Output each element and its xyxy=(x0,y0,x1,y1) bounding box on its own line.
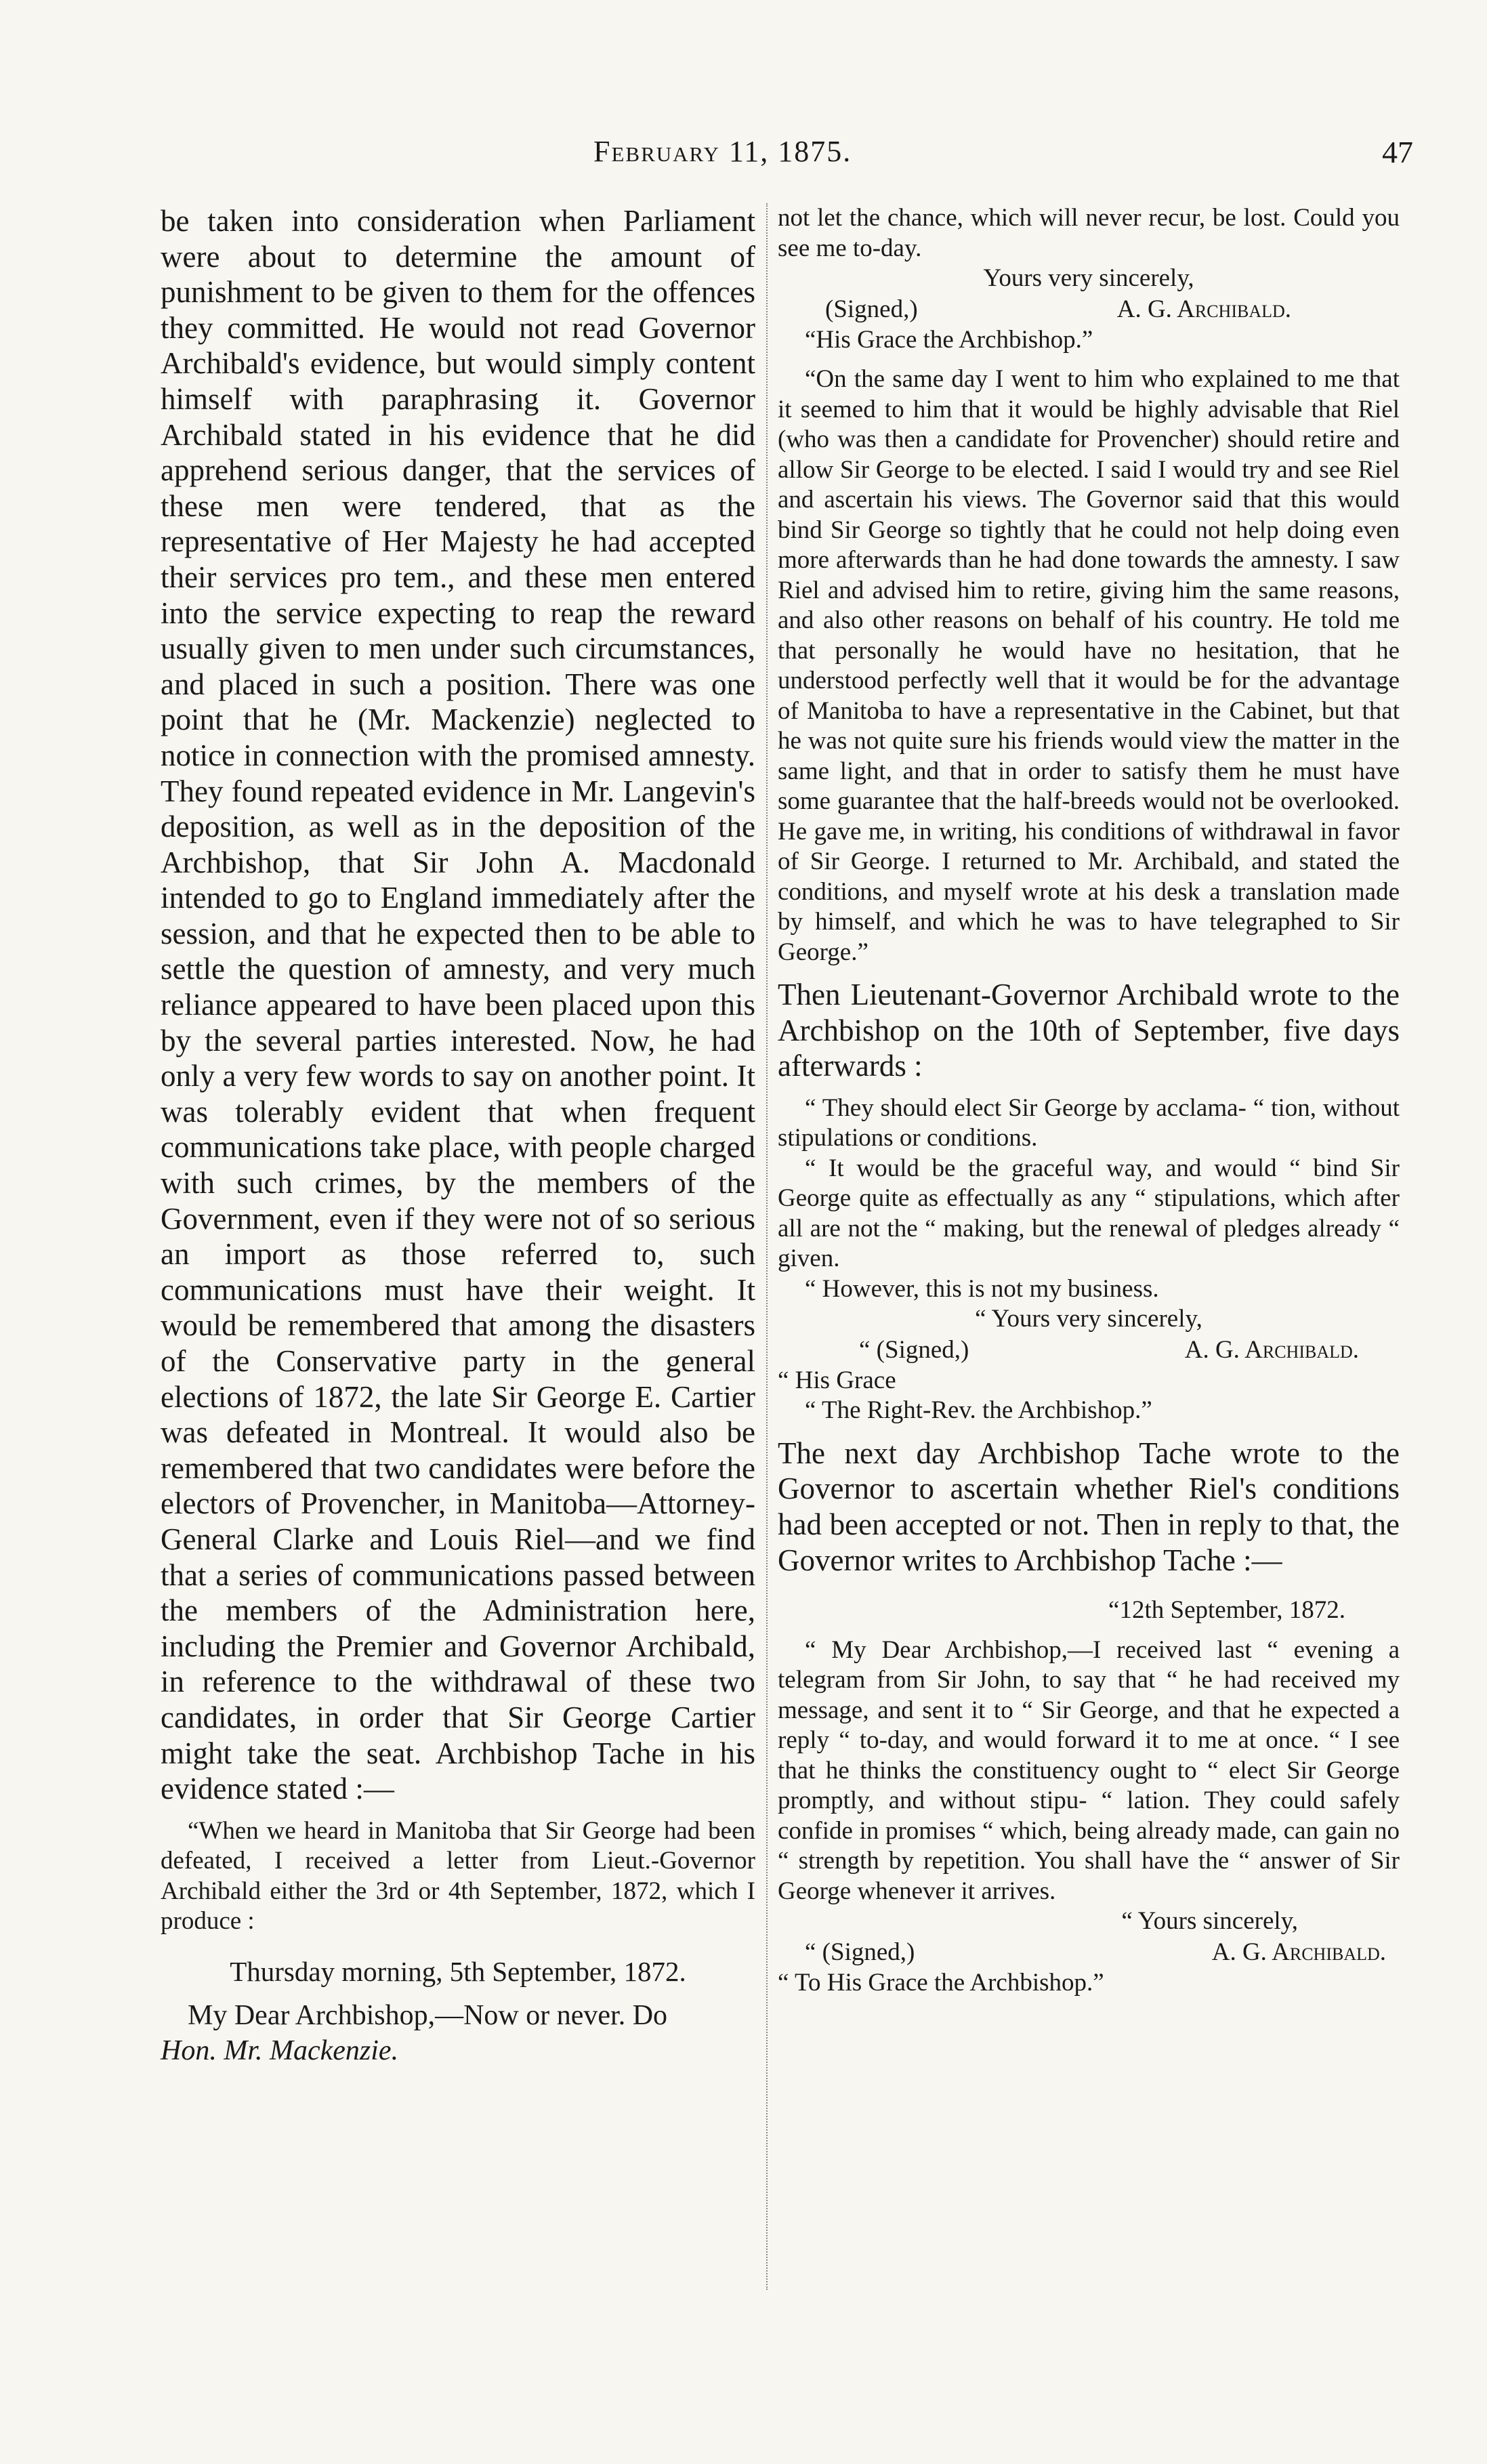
addressee-1: “His Grace the Archbishop.” xyxy=(805,325,1093,354)
left-quote-tache: “When we heard in Manitoba that Sir George had been defeated, I received a letter from Lieut.-Governor Archibald either the 3rd or 4th September, 1872, which I produce : xyxy=(161,1816,755,1936)
letter-date: Thursday morning, 5th September, 1872. xyxy=(230,1955,686,1987)
archibald-letter-line-1: “ They should elect Sir George by acclama- “ tion, without stipulations or conditions. xyxy=(778,1093,1400,1152)
page-number: 47 xyxy=(1382,135,1413,169)
letter-address: Hon. Mr. Mackenzie. xyxy=(161,2034,399,2066)
column-divider xyxy=(766,203,768,2290)
addressee-3: “ To His Grace the Archbishop.” xyxy=(778,1968,1104,1997)
signed-label-3: “ (Signed,) xyxy=(805,1938,915,1966)
archibald-letter-line-2: “ It would be the graceful way, and would “ bind Sir George quite as effectually as any “ stipulations, which after all are not the “ making, but the renewal of pledges already “ given. xyxy=(778,1154,1400,1273)
signature-row-1 xyxy=(778,294,1400,325)
page-header xyxy=(153,134,1413,182)
addressee-2b: “ The Right-Rev. the Archbishop.” xyxy=(805,1396,1152,1425)
signed-label-2: “ (Signed,) xyxy=(859,1335,969,1364)
signer-name-1: A. G. Archibald. xyxy=(1116,295,1291,323)
right-column xyxy=(778,203,1400,1998)
right-paragraph-3: The next day Archbishop Tache wrote to the Governor to ascertain whether Riel's conditions had been accepted or not. Then in reply to that, the Governor writes to Archbishop Tache :— xyxy=(778,1436,1400,1577)
letter-salutation: My Dear Archbishop,—Now or never. Do xyxy=(188,1999,668,2031)
signed-label-1: (Signed,) xyxy=(825,295,918,323)
closing-yours-3: “ Yours sincerely, xyxy=(1121,1907,1298,1936)
signature-row-3 xyxy=(778,1937,1400,1968)
letter-date-2: “12th September, 1872. xyxy=(1108,1596,1345,1625)
left-paragraph-1: be taken into consideration when Parliament were about to determine the amount of punishment to be given to them for the offences they committed. He would not read Governor Archibald's evidence, but would simply content himself with paraphrasing it. Governor Archibald stated in his evidence that he did apprehend serious danger, that the services of these men were tendered, that as the representative of Her Majesty he had accepted their services pro tem., and these men entered into the service expecting to reap the reward usually given to men under such circumstances, and placed in such a position. There was one point that he (Mr. Mackenzie) neglected to notice in connection with the promised amnesty. They found repeated evidence in Mr. Langevin's deposition, as well as in the deposition of the Archbishop, that Sir John A. Macdonald intended to go to England immediately after the session, and that he expected then to be able to settle the question of amnesty, and very much reliance appeared to have been placed upon this by the several parties interested. Now, he had only a very few words to say on another point. It was tolerably evident that when frequent communications take place, with people charged with such crimes, by the members of the Government, even if they were not of so serious an import as those referred to, such communications must have their weight. It would be remembered that among the disasters of the Conservative party in the general elections of 1872, the late Sir George E. Cartier was defeated in Montreal. It would also be remembered that two candidates were before the electors of Provencher, in Manitoba—Attorney-General Clarke and Louis Riel—and we find that a series of communications passed between the members of the Administration here, including the Premier and Governor Archibald, in reference to the withdrawal of these two candidates, in order that Sir George Cartier might take the seat. Archbishop Tache in his evidence stated :— xyxy=(161,204,755,1806)
addressee-2a: “ His Grace xyxy=(778,1366,896,1394)
closing-yours-2: “ Yours very sincerely, xyxy=(975,1305,1202,1333)
archibald-letter-line-3: “ However, this is not my business. xyxy=(805,1274,1159,1303)
closing-yours-1: Yours very sincerely, xyxy=(983,264,1194,292)
right-letter-continuation: not let the chance, which will never recur, be lost. Could you see me to-day. xyxy=(778,204,1400,262)
right-quote-tache-2: “On the same day I went to him who explained to me that it seemed to him that it would be highly advisable that Riel (who was then a candidate for Provencher) should retire and allow Sir George to be elected. I said I would try and see Riel and ascertain his views. The Governor said that this would bind Sir George so tightly that he could not help doing even more afterwards than he had done towards the amnesty. I saw Riel and advised him to retire, giving him the same reasons, and also other reasons on behalf of his country. He told me that personally he would have no hesitation, that he understood perfectly well that it would be for the advantage of Manitoba to have a representative in the Cabinet, but that he was not quite sure his friends would view the matter in the same light, and that in order to satisfy them he must have some guarantee that the half-breeds would not be overlooked. He gave me, in writing, his conditions of withdrawal in favor of Sir George. I returned to Mr. Archibald, and stated the conditions, and myself wrote at his desk a translation made by himself, and which he was to have telegraphed to Sir George.” xyxy=(778,365,1400,966)
running-title: February 11, 1875. xyxy=(593,135,852,168)
signer-name-2: A. G. Archibald. xyxy=(1184,1335,1359,1364)
archibald-letter-2: “ My Dear Archbishop,—I received last “ evening a telegram from Sir John, to say that “ he had received my message, and sent it to “ Sir George, and that he expected a reply “ to-day, and would forward it to me at once. “ I see that he thinks the constituency ought to “ elect Sir George promptly, and without stipu- “ lation. They could safely confide in promises “ which, being already made, can gain no “ strength by repetition. You shall have the “ answer of Sir George whenever it arrives. xyxy=(778,1635,1400,1905)
left-column xyxy=(161,203,755,2068)
signer-name-3: A. G. Archibald. xyxy=(1211,1938,1386,1966)
right-paragraph-2: Then Lieutenant-Governor Archibald wrote to the Archbishop on the 10th of September, five days afterwards : xyxy=(778,978,1400,1083)
signature-row-2 xyxy=(778,1335,1400,1366)
